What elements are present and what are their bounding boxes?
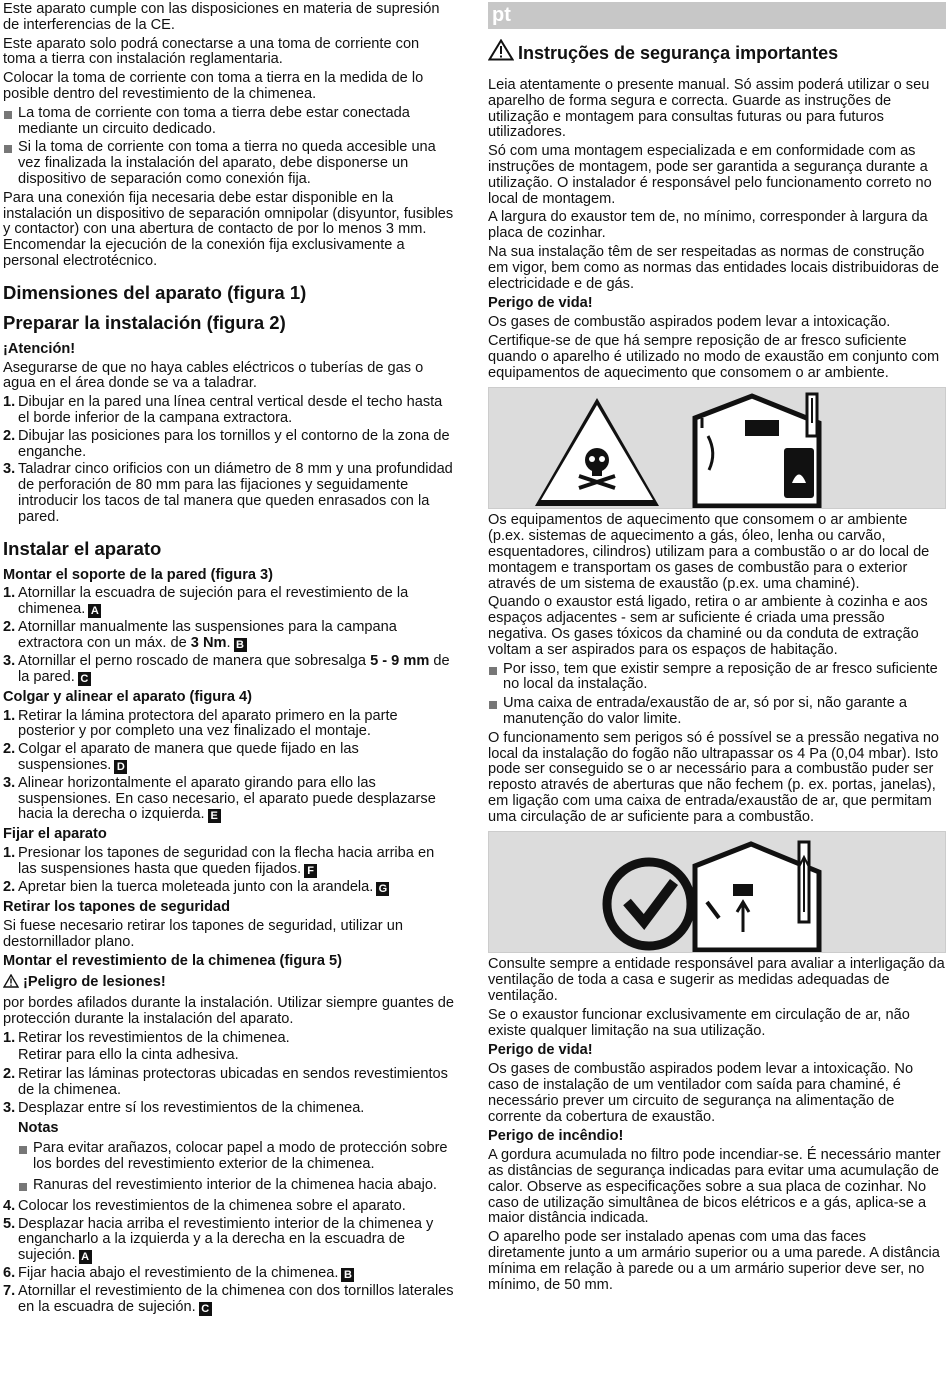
prepare-step: 2. Dibujar las posiciones para los tornillos y el contorno de la zona de enganche. bbox=[3, 427, 450, 460]
note-item: Para evitar arañazos, colocar papel a modo de protección sobre los bordes del revestimiento exterior de la chimenea. bbox=[18, 1141, 455, 1173]
safety-paragraph: Na sua instalação têm de ser respeitadas as normas de construção em vigor, bem como as normas das entidades locais distribuidoras de electricidade e de gás. bbox=[488, 243, 940, 292]
figure-label-badge: C bbox=[199, 1302, 212, 1316]
safety-paragraph: Leia atentamente o presente manual. Só assim poderá utilizar o seu aparelho de forma segura e correcta. Guarde as instruções de utilização e montagem para consultas futuras ou para futuros utilizadores. bbox=[488, 77, 930, 141]
notes-block bbox=[3, 1121, 455, 1194]
figure-label-badge: A bbox=[88, 604, 101, 618]
fix-step: 2. Apretar bien la tuerca moleteada junto con la arandela. G bbox=[3, 880, 455, 896]
figure-label-badge: F bbox=[304, 864, 317, 878]
heading-fix: Fijar el aparato bbox=[3, 826, 107, 843]
chimney-step: 4. Colocar los revestimientos de la chimenea sobre el aparato. bbox=[3, 1197, 406, 1214]
danger-paragraph: Os gases de combustão aspirados podem levar a intoxicação. No caso de instalação de um ventilador com saída para chaminé, é necessário prever um circuito de segurança na alimentação de corrente da cobertura de exaustão. bbox=[488, 1061, 914, 1125]
note-item: Ranuras del revestimiento interior de la chimenea hacia abajo. bbox=[18, 1178, 455, 1194]
intro-paragraph-3: Colocar la toma de corriente con toma a tierra en la medida de lo posible dentro del revestimiento de la chimenea. bbox=[3, 70, 424, 102]
danger-illustration bbox=[488, 387, 946, 509]
fix-step: 1. Presionar los tapones de seguridad con la flecha hacia arriba en las suspensiones hasta que queden fijados. F bbox=[3, 845, 435, 878]
heading-chimney: Montar el revestimiento de la chimenea (figura 5) bbox=[3, 953, 342, 970]
figure-label-badge: B bbox=[341, 1268, 354, 1282]
spanish-column bbox=[3, 2, 455, 1318]
danger-paragraph: Os gases de combustão aspirados podem levar a intoxicação. bbox=[488, 314, 891, 331]
fire-paragraph: A gordura acumulada no filtro pode incendiar-se. É necessário manter as distâncias de segurança indicadas para evitar uma acumulação de calor. Observe as especificações sobre a sua placa de cozinhar. No caso de utilização simultânea de bicos elétricos e a gás, aplica-se a maior distância indicada. bbox=[488, 1147, 941, 1227]
support-step: 1. Atornillar la escuadra de sujeción para el revestimiento de la chimenea. A bbox=[3, 585, 409, 618]
danger-of-life-label: Perigo de vida! bbox=[488, 1042, 593, 1059]
hang-step: 1. Retirar la lámina protectora del aparato primero en la parte posterior y por completo una vez finalizado el montaje. bbox=[3, 707, 398, 740]
chimney-step: 2. Retirar las láminas protectoras ubicadas en sendos revestimientos de la chimenea. bbox=[3, 1066, 448, 1099]
fire-paragraph: O aparelho pode ser instalado apenas com uma das faces diretamente junto a um armário superior ou a uma parede. A distância mínima em relação à parede ou a um armário superior deve ser, no mínimo, de 50 mm. bbox=[488, 1229, 940, 1293]
heading-prepare: Preparar la instalación (figura 2) bbox=[3, 311, 286, 333]
intro-paragraph-2: Este aparato solo podrá conectarse a una toma de corriente con toma a tierra con instalación reglamentaria. bbox=[3, 35, 420, 68]
intro-paragraph-1: Este aparato cumple con las disposiciones en materia de supresión de interferencias de la CE. bbox=[3, 1, 440, 33]
warning-triangle-icon bbox=[488, 39, 514, 66]
consult-paragraph: Consulte sempre a entidade responsável para avaliar a interligação da ventilação de toda a casa e sugerir as medidas adequadas de ventilação. bbox=[488, 956, 945, 1005]
chimney-step: 1. Retirar los revestimientos de la chimenea. bbox=[3, 1029, 290, 1046]
chimney-step-sub: Retirar para ello la cinta adhesiva. bbox=[18, 1047, 239, 1064]
fire-danger-label: Perigo de incêndio! bbox=[488, 1128, 624, 1145]
heading-dimensions: Dimensiones del aparato (figura 1) bbox=[3, 281, 307, 303]
ok-illustration bbox=[488, 831, 946, 953]
injury-text: por bordes afilados durante la instalación. Utilizar siempre guantes de protección durante la instalación del aparato. bbox=[3, 995, 455, 1027]
consult-paragraph: Se o exaustor funcionar exclusivamente em circulação de ar, não existe qualquer limitação na sua utilização. bbox=[488, 1006, 910, 1039]
checkmark-house-illustration bbox=[489, 832, 945, 953]
portuguese-column bbox=[488, 2, 946, 1296]
injury-warning: ¡Peligro de lesiones! bbox=[3, 974, 455, 993]
figure-label-badge: C bbox=[78, 672, 91, 686]
safety-paragraph: A largura do exaustor tem de, no mínimo, corresponder à largura da placa de cozinhar. bbox=[488, 209, 928, 242]
heading-install: Instalar el aparato bbox=[3, 537, 162, 559]
intro-bullet-2: Si la toma de corriente con toma a tierra no queda accesible una vez finalizada la instalación del aparato, debe disponerse un dispositivo de separación como conexión fija. bbox=[3, 140, 455, 187]
remove-caps-text: Si fuese necesario retirar los tapones de seguridad, utilizar un destornillador plano. bbox=[3, 917, 403, 950]
hang-step: 2. Colgar el aparato de manera que quede fijado en las suspensiones. D bbox=[3, 741, 359, 773]
figure-label-badge: G bbox=[376, 882, 389, 896]
heading-remove-caps: Retirar los tapones de seguridad bbox=[3, 899, 231, 916]
language-tab: pt bbox=[488, 2, 946, 29]
intro-bullet-1: La toma de corriente con toma a tierra debe estar conectada mediante un circuito dedicado. bbox=[3, 106, 455, 138]
air-bullet: Por isso, tem que existir sempre a reposição de ar fresco suficiente no local da instalação. bbox=[488, 662, 946, 694]
support-step: 2. Atornillar manualmente las suspensiones para la campana extractora con un máx. de 3 Nm. B bbox=[3, 619, 397, 651]
hang-step: 3. Alinear horizontalmente el aparato girando para ello las suspensiones. En caso necesario, el aparato puede desplazarse hacia la derecha o izquierda. E bbox=[3, 774, 436, 823]
danger-paragraph: Certifique-se de que há sempre reposição de ar fresco suficiente quando o aparelho é utilizado no modo de exaustão em conjunto com equipamentos de aquecimento que consomem o ar ambiente. bbox=[488, 332, 940, 381]
safety-heading: Instruções de segurança importantes bbox=[488, 39, 946, 66]
notes-title: Notas bbox=[18, 1119, 59, 1136]
heating-paragraph: Os equipamentos de aquecimento que consomem o ar ambiente (p.ex. sistemas de aquecimento a gás, óleo, lenha ou carvão, esquentadores, cilindros) utilizam para a combustão o ar do local de montagem e transportam os gases de combustão para o exterior através de um sistema de exaustão (p.ex. uma chaminé). bbox=[488, 512, 930, 592]
chimney-step: 3. Desplazar entre sí los revestimientos de la chimenea. bbox=[3, 1099, 365, 1116]
chimney-step: 5. Desplazar hacia arriba el revestimiento interior de la chimenea y engancharlo a la izquierda y a la derecha en la escuadra de sujeción. A bbox=[3, 1215, 434, 1264]
heading-mount-support: Montar el soporte de la pared (figura 3) bbox=[3, 566, 274, 583]
poison-house-illustration bbox=[489, 388, 945, 509]
safety-paragraph: Só com uma montagem especializada e em conformidade com as instruções de montagem, pode ser garantida a segurança durante a utilização. O instalador é responsável pelo funcionamento correto no local de montagem. bbox=[488, 143, 932, 207]
intro-paragraph-4: Para una conexión fija necesaria debe estar disponible en la instalación un dispositivo de separación omnipolar (disyuntor, fusibles y contactor) con una abertura de contacto de por lo menos 3 mm. Encomendar la ejecución de la conexión fija exclusivamente a personal electrotécnico. bbox=[3, 189, 454, 269]
chimney-step: 7. Atornillar el revestimiento de la chimenea con dos tornillos laterales en la escuadra de sujeción. C bbox=[3, 1283, 454, 1316]
air-bullet: Uma caixa de entrada/exaustão de ar, só por si, não garante a manutenção do valor limite. bbox=[488, 696, 946, 728]
chimney-step: 6. Fijar hacia abajo el revestimiento de la chimenea. B bbox=[3, 1266, 455, 1282]
figure-label-badge: D bbox=[114, 760, 127, 774]
prepare-step: 1. Dibujar en la pared una línea central vertical desde el techo hasta el borde inferior de la campana extractora. bbox=[3, 394, 443, 426]
attention-label: ¡Atención! bbox=[3, 340, 76, 357]
attention-text: Asegurarse de que no haya cables eléctricos o tuberías de gas o agua en el área donde se va a taladrar. bbox=[3, 359, 424, 392]
pressure-paragraph: O funcionamento sem perigos só é possível se a pressão negativa no local da instalação do fogão não ultrapassar os 4 Pa (0,04 mbar). Isto pode ser conseguido se o ar necessário para a combustão puder ser reposto através de aberturas que não fechem (p. ex. portas, janelas), em ligação com uma caixa de entrada/exaustão de ar, que permitam uma circulação de ar suficiente para a combustão. bbox=[488, 729, 940, 825]
heating-paragraph: Quando o exaustor está ligado, retira o ar ambiente à cozinha e aos espaços adjacentes - sem ar suficiente é criada uma pressão negativa. Os gases tóxicos da chaminé ou da conduta de extração voltam a ser aspirados para os espaços de habitação. bbox=[488, 594, 928, 658]
figure-label-badge: E bbox=[208, 809, 221, 823]
figure-label-badge: B bbox=[234, 638, 247, 652]
warning-triangle-icon bbox=[3, 974, 19, 993]
figure-label-badge: A bbox=[79, 1250, 92, 1264]
heading-hang: Colgar y alinear el aparato (figura 4) bbox=[3, 688, 252, 705]
support-step: 3. Atornillar el perno roscado de manera que sobresalga 5 - 9 mm de la pared. C bbox=[3, 652, 450, 685]
danger-of-life-label: Perigo de vida! bbox=[488, 295, 593, 312]
prepare-step: 3. Taladrar cinco orificios con un diámetro de 8 mm y una profundidad de perforación de 80 mm para las fijaciones y seguidamente introducir los tacos de tal manera que queden enrasados con la pared. bbox=[3, 461, 453, 525]
